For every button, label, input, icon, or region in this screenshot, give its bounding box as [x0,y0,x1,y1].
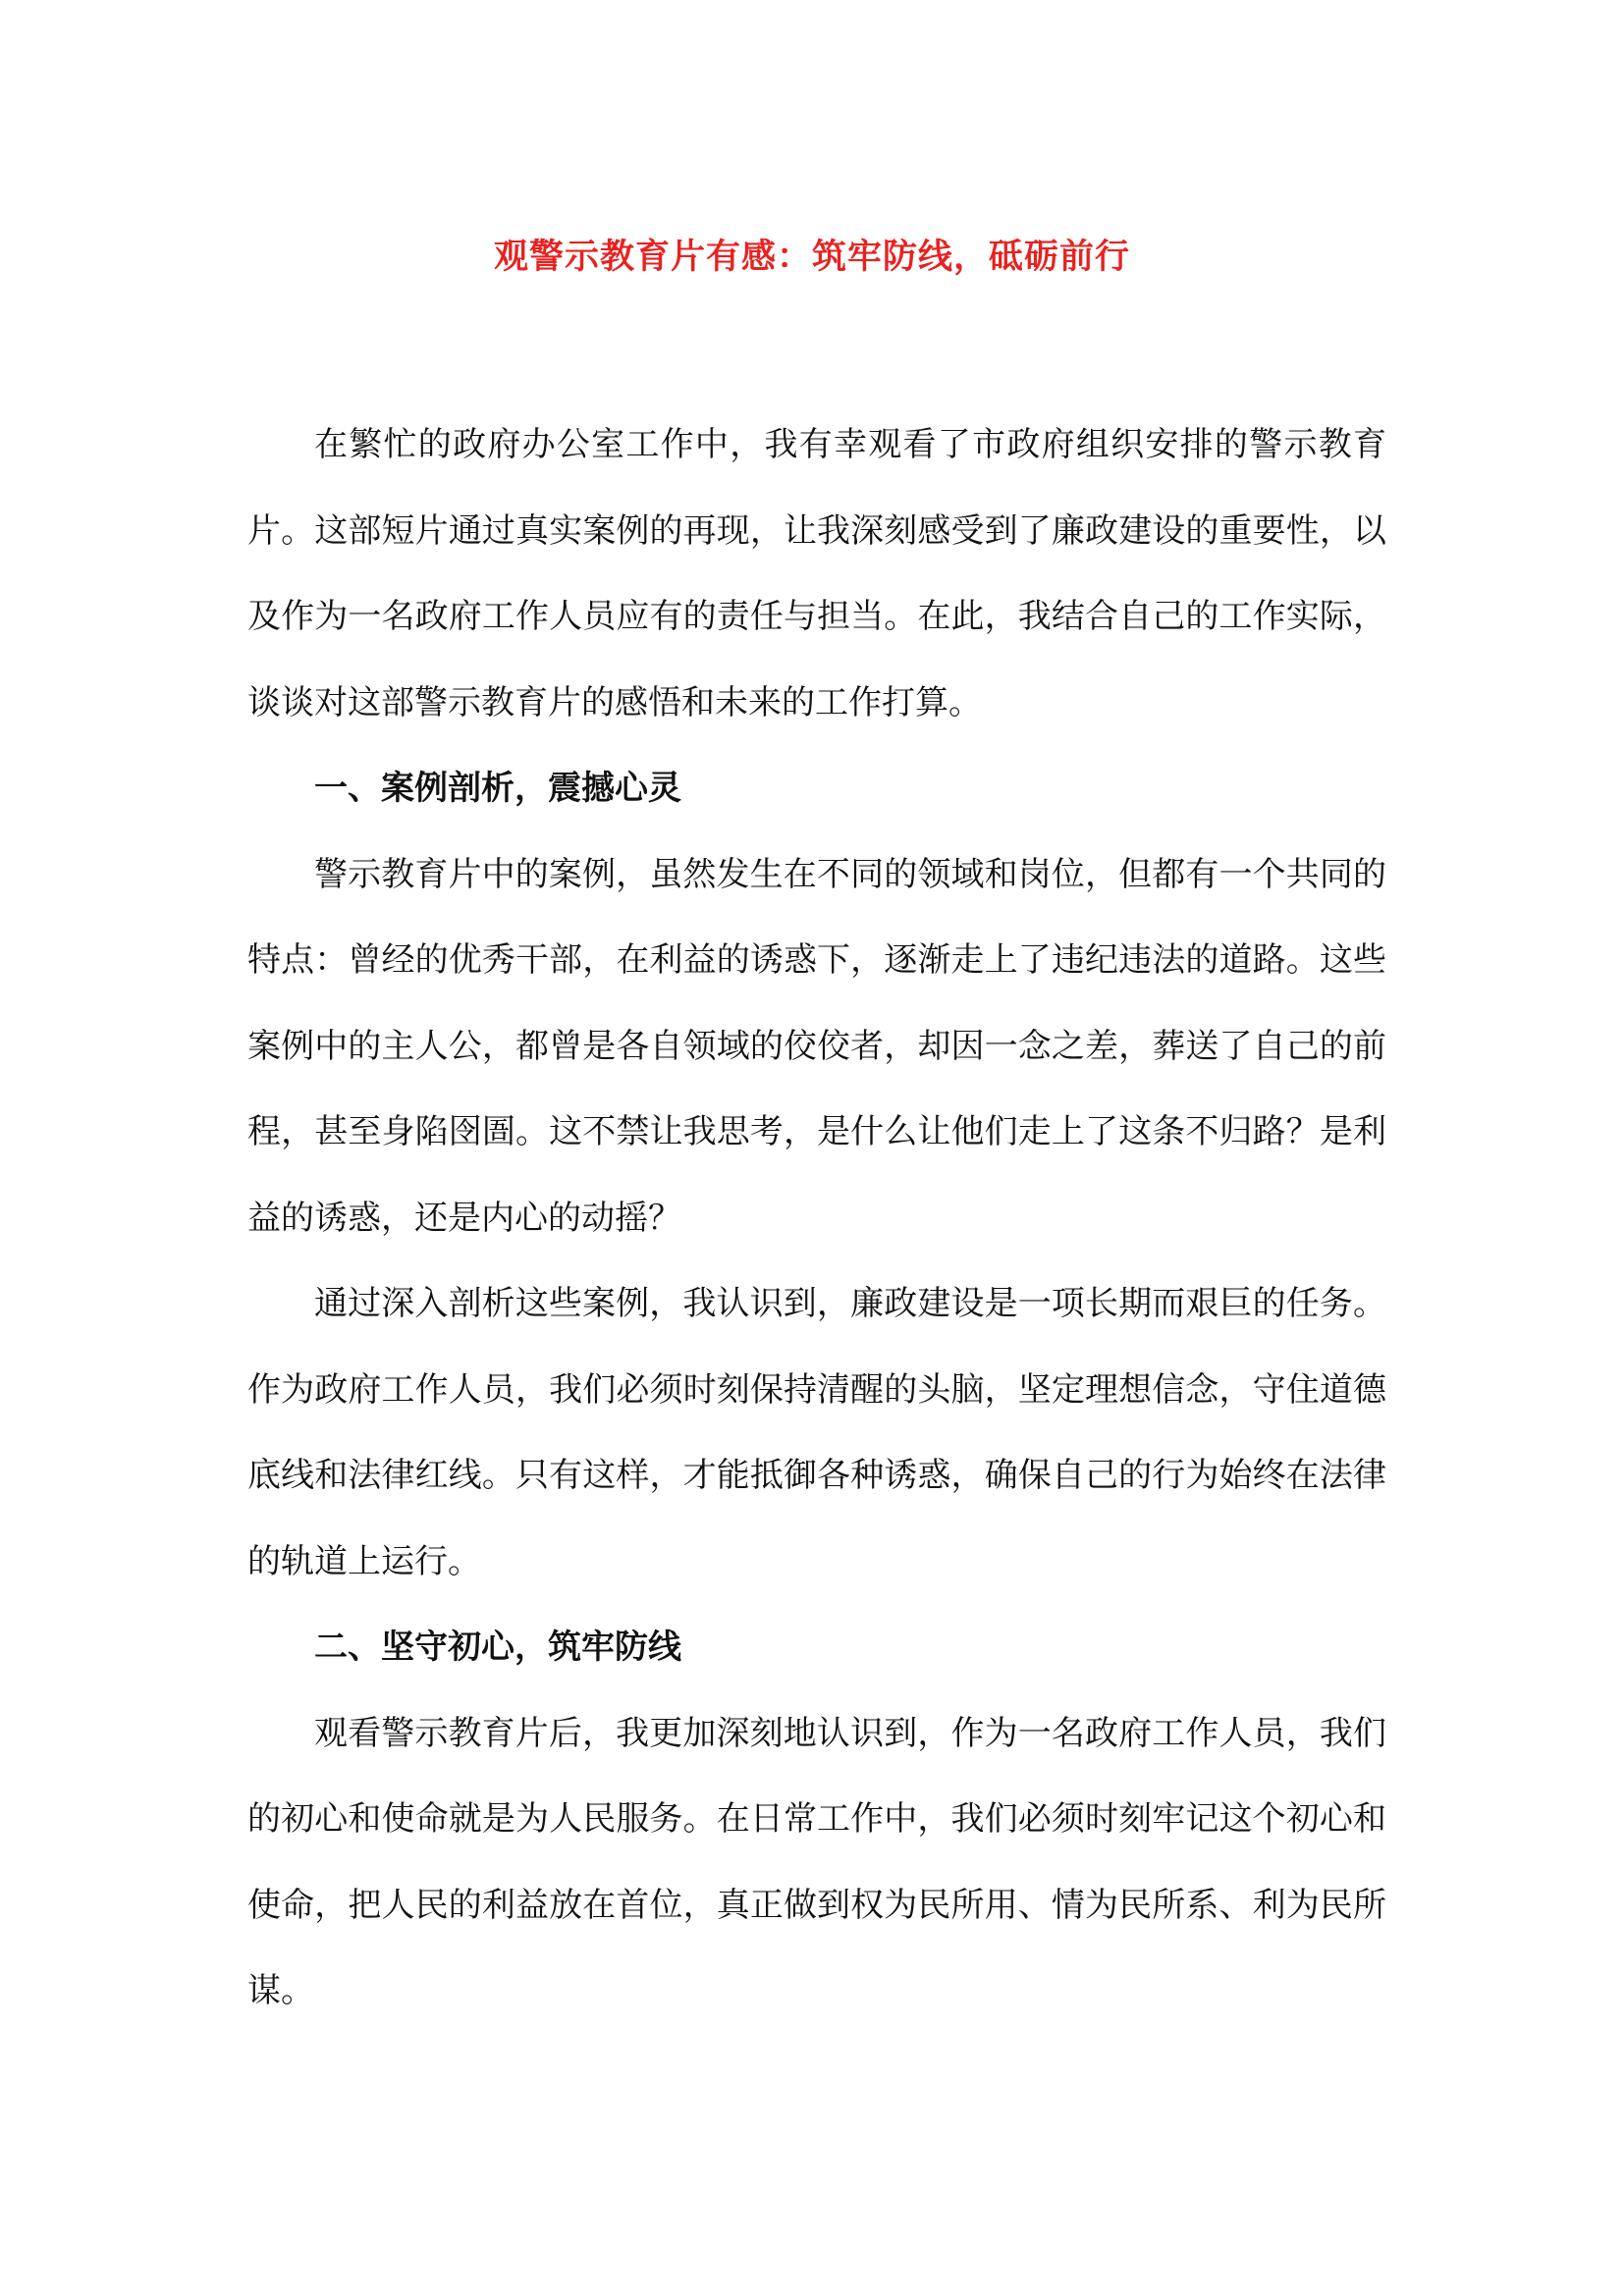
document-body [247,402,1386,2035]
document-title: 观警示教育片有感：筑牢防线，砥砺前行 [493,238,1130,277]
section-heading-1: 一、案例剖析，震撼心灵 [314,769,681,808]
section-heading-2: 二、坚守初心，筑牢防线 [314,1628,681,1667]
paragraph-cases: 警示教育片中的案例，虽然发生在不同的领域和岗位，但都有一个共同的特点：曾经的优秀干部，在利益的诱惑下，逐渐走上了违纪违法的道路。这些案例中的主人公，都曾是各自领域的佼佼者，却因一念之差，葬送了自己的前程，甚至身陷囹圄。这不禁让我思考，是什么让他们走上了这条不归路？是利益的诱惑，还是内心的动摇？ [247,854,1386,1238]
paragraph-intro: 在繁忙的政府办公室工作中，我有幸观看了市政府组织安排的警示教育片。这部短片通过真实案例的再现，让我深刻感受到了廉政建设的重要性，以及作为一名政府工作人员应有的责任与担当。在此，我结合自己的工作实际，谈谈对这部警示教育片的感悟和未来的工作打算。 [247,425,1386,722]
paragraph-mission: 观看警示教育片后，我更加深刻地认识到，作为一名政府工作人员，我们的初心和使命就是为人民服务。在日常工作中，我们必须时刻牢记这个初心和使命，把人民的利益放在首位，真正做到权为民所用、情为民所系、利为民所谋。 [247,1713,1386,2010]
paragraph-analysis: 通过深入剖析这些案例，我认识到，廉政建设是一项长期而艰巨的任务。作为政府工作人员，我们必须时刻保持清醒的头脑，坚定理想信念，守住道德底线和法律红线。只有这样，才能抵御各种诱惑，确保自己的行为始终在法律的轨道上运行。 [247,1284,1386,1581]
